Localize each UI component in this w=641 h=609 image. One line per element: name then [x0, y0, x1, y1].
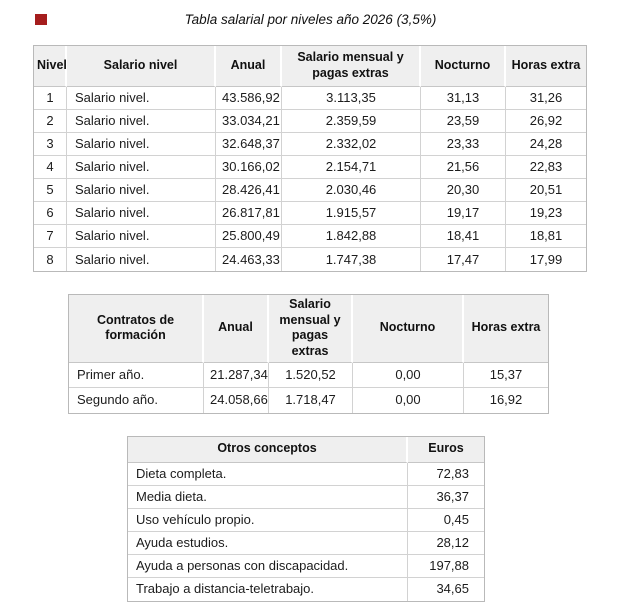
header-horas-extra: Horas extra [464, 295, 548, 363]
cell-salario-nivel: Salario nivel. [67, 248, 216, 271]
cell-nocturno: 31,13 [421, 87, 506, 110]
cell-concept: Dieta completa. [128, 463, 408, 486]
table-row [34, 202, 586, 225]
cell-anual: 26.817,81 [216, 202, 282, 225]
cell-salario-nivel: Salario nivel. [67, 202, 216, 225]
cell-horas-extra: 22,83 [506, 156, 586, 179]
header-nocturno: Nocturno [421, 46, 506, 87]
table-row [34, 248, 586, 271]
header-euros: Euros [408, 437, 484, 463]
header-salario-nivel: Salario nivel [67, 46, 216, 87]
cell-anual: 25.800,49 [216, 225, 282, 248]
header-anual: Anual [216, 46, 282, 87]
header-horas-extra: Horas extra [506, 46, 586, 87]
header-salario-mensual: Salario mensual y pagas extras [282, 46, 421, 87]
cell-mensual: 1.842,88 [282, 225, 421, 248]
cell-anual: 21.287,34 [204, 363, 269, 388]
cell-salario-nivel: Salario nivel. [67, 110, 216, 133]
cell-nocturno: 23,59 [421, 110, 506, 133]
cell-concept: Uso vehículo propio. [128, 509, 408, 532]
cell-nivel: 4 [34, 156, 67, 179]
cell-horas-extra: 17,99 [529, 251, 563, 267]
table-row [128, 463, 484, 486]
red-corner-marker [35, 14, 47, 25]
cell-nivel: 5 [34, 179, 67, 202]
table-row [128, 509, 484, 532]
cell-horas-extra: 15,37 [464, 363, 548, 388]
cell-euros: 28,12 [408, 532, 484, 555]
cell-euros: 197,88 [408, 555, 484, 578]
salary-levels-table [33, 45, 587, 272]
cell-horas-extra: 18,81 [506, 225, 586, 248]
cell-concept: Ayuda a personas con discapacidad. [128, 555, 408, 578]
cell-nivel: 2 [34, 110, 67, 133]
cell-anual: 24.463,33 [216, 248, 282, 271]
cell-nocturno: 20,30 [421, 179, 506, 202]
cell-nocturno: 19,17 [421, 202, 506, 225]
table-row [34, 179, 586, 202]
header-nocturno: Nocturno [353, 295, 464, 363]
cell-horas-extra: 19,23 [506, 202, 586, 225]
cell-salario-nivel: Salario nivel. [67, 133, 216, 156]
cell-horas-extra: 31,26 [506, 87, 586, 110]
table-row [128, 578, 484, 601]
page-title: Tabla salarial por niveles año 2026 (3,5%) [184, 12, 437, 27]
cell-mensual: 2.030,46 [282, 179, 421, 202]
cell-concept: Ayuda estudios. [128, 532, 408, 555]
cell-mensual: 1.747,38 [282, 248, 421, 271]
salary-document-page [0, 12, 641, 609]
cell-salario-nivel: Salario nivel. [67, 225, 216, 248]
cell-anual: 43.586,92 [216, 87, 282, 110]
table-row [128, 486, 484, 509]
cell-euros: 72,83 [408, 463, 484, 486]
cell-concept: Trabajo a distancia-teletrabajo. [128, 578, 408, 601]
cell-mensual: 2.359,59 [282, 110, 421, 133]
table-row [69, 363, 548, 388]
cell-anual: 24.058,66 [204, 388, 269, 413]
table-row [69, 388, 548, 413]
table-row [34, 133, 586, 156]
cell-horas-extra: 20,51 [506, 179, 586, 202]
cell-nocturno: 23,33 [421, 133, 506, 156]
cell-nocturno: 21,56 [421, 156, 506, 179]
table-row [128, 555, 484, 578]
header-contratos-formacion: Contratos de formación [69, 295, 204, 363]
cell-salario-nivel: Salario nivel. [67, 179, 216, 202]
cell-contract-year: Segundo año. [69, 388, 204, 413]
header-nivel: Nivel [34, 46, 67, 87]
cell-nocturno: 0,00 [353, 388, 464, 413]
cell-horas-extra: 16,92 [489, 392, 523, 408]
table-row [34, 156, 586, 179]
table-row [34, 225, 586, 248]
cell-salario-nivel: Salario nivel. [67, 156, 216, 179]
table-row [34, 110, 586, 133]
table-row [34, 87, 586, 110]
concepts-table-header-row [128, 437, 484, 463]
cell-nivel: 8 [34, 248, 67, 271]
cell-salario-nivel: Salario nivel. [67, 87, 216, 110]
cell-mensual: 1.915,57 [282, 202, 421, 225]
cell-mensual: 3.113,35 [282, 87, 421, 110]
cell-mensual: 2.332,02 [282, 133, 421, 156]
header-salario-mensual: Salario mensual y pagas extras [269, 295, 353, 363]
cell-mensual: 1.520,52 [269, 363, 353, 388]
cell-mensual: 2.154,71 [282, 156, 421, 179]
salary-table-header-row [34, 46, 586, 87]
cell-mensual: 1.718,47 [269, 388, 353, 413]
cell-horas-extra: 26,92 [506, 110, 586, 133]
cell-nivel: 6 [34, 202, 67, 225]
cell-nocturno: 17,47 [421, 248, 506, 271]
cell-nivel: 7 [34, 225, 67, 248]
cell-horas-extra: 24,28 [506, 133, 586, 156]
cell-anual: 28.426,41 [216, 179, 282, 202]
cell-nocturno: 0,00 [353, 363, 464, 388]
cell-anual: 33.034,21 [216, 110, 282, 133]
other-concepts-table [127, 436, 485, 602]
cell-euros: 0,45 [408, 509, 484, 532]
training-contracts-table [68, 294, 549, 414]
cell-contract-year: Primer año. [69, 363, 204, 388]
cell-nivel: 1 [34, 87, 67, 110]
cell-nivel: 3 [34, 133, 67, 156]
cell-anual: 32.648,37 [216, 133, 282, 156]
training-table-header-row [69, 295, 548, 363]
cell-nocturno: 18,41 [421, 225, 506, 248]
table-row [128, 532, 484, 555]
header-anual: Anual [204, 295, 269, 363]
cell-concept: Media dieta. [128, 486, 408, 509]
header-otros-conceptos: Otros conceptos [128, 437, 408, 463]
cell-anual: 30.166,02 [216, 156, 282, 179]
cell-euros: 34,65 [436, 581, 469, 597]
cell-euros: 36,37 [408, 486, 484, 509]
